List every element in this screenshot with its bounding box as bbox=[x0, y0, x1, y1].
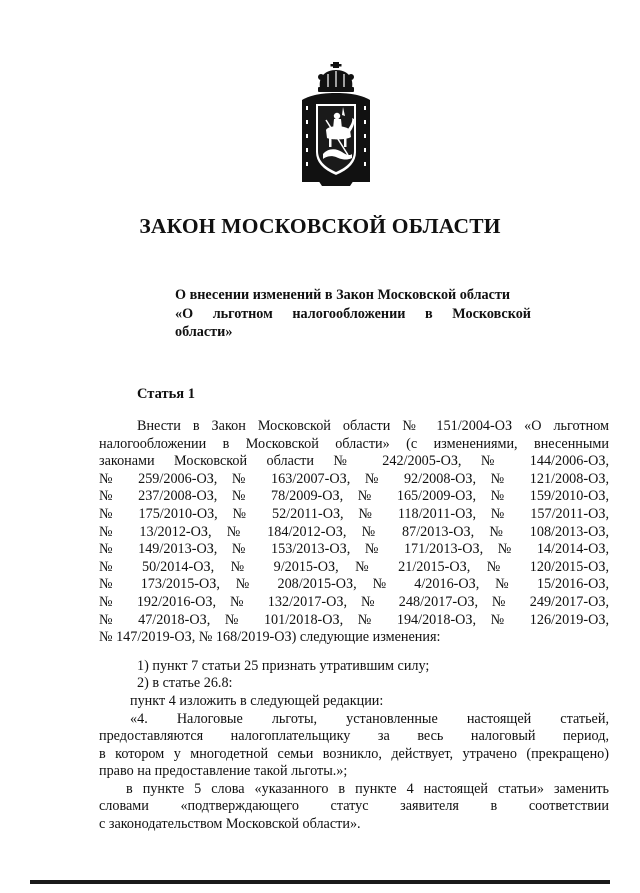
law-subject bbox=[175, 286, 531, 342]
quote-line: предоставляются налогоплательщику за весь налоговый период, bbox=[99, 728, 609, 745]
final-line: в пункте 5 слова «указанного в пункте 4 настоящей статьи» заменить bbox=[126, 780, 609, 797]
paragraph-line: № 50/2014-ОЗ, № 9/2015-ОЗ, № 21/2015-ОЗ, № 120/2015-ОЗ, bbox=[99, 558, 609, 575]
scan-bottom-edge bbox=[30, 880, 610, 884]
paragraph-line: № 47/2018-ОЗ, № 101/2018-ОЗ, № 194/2018-ОЗ, № 126/2019-ОЗ, bbox=[99, 611, 609, 628]
quote-line: право на предоставление такой льготы.»; bbox=[99, 763, 348, 780]
subject-line: «О льготном налогообложении в Московской bbox=[175, 305, 531, 322]
subject-line: О внесении изменений в Закон Московской области bbox=[175, 287, 511, 303]
spacer bbox=[99, 647, 609, 658]
paragraph-line: № 147/2019-ОЗ, № 168/2019-ОЗ) следующие изменения: bbox=[99, 629, 441, 646]
paragraph-line: № 259/2006-ОЗ, № 163/2007-ОЗ, № 92/2008-ОЗ, № 121/2008-ОЗ, bbox=[99, 470, 609, 487]
law-title: ЗАКОН МОСКОВСКОЙ ОБЛАСТИ bbox=[139, 214, 501, 238]
article-body bbox=[99, 418, 609, 834]
paragraph-line: № 13/2012-ОЗ, № 184/2012-ОЗ, № 87/2013-ОЗ, № 108/2013-ОЗ, bbox=[99, 523, 609, 540]
quote-line: в котором у многодетной семьи возникло, действует, утрачено (прекращено) bbox=[99, 745, 609, 762]
quote-line: «4. Налоговые льготы, установленные настоящей статьей, bbox=[130, 710, 609, 727]
paragraph-line: № 149/2013-ОЗ, № 153/2013-ОЗ, № 171/2013-ОЗ, № 14/2014-ОЗ, bbox=[99, 541, 609, 558]
list-item-2: 2) в статье 26.8: bbox=[137, 675, 233, 692]
paragraph-line: № 173/2015-ОЗ, № 208/2015-ОЗ, № 4/2016-ОЗ, № 15/2016-ОЗ, bbox=[99, 576, 609, 593]
article-heading: Статья 1 bbox=[137, 386, 195, 402]
paragraph-line: Внести в Закон Московской области № 151/2004-ОЗ «О льготном bbox=[137, 418, 609, 434]
paragraph-line: законами Московской области № 242/2005-ОЗ, № 144/2006-ОЗ, bbox=[99, 453, 609, 470]
paragraph-line: № 175/2010-ОЗ, № 52/2011-ОЗ, № 118/2011-ОЗ, № 157/2011-ОЗ, bbox=[99, 505, 609, 522]
paragraph-line: налогообложении в Московской области» (с изменениями, внесенными bbox=[99, 435, 609, 452]
list-item-2-sub: пункт 4 изложить в следующей редакции: bbox=[130, 692, 384, 709]
list-item-1: 1) пункт 7 статьи 25 признать утратившим силу; bbox=[137, 657, 430, 674]
final-line: с законодательством Московской области». bbox=[99, 816, 361, 833]
moscow-region-coat-of-arms-emblem bbox=[290, 62, 382, 190]
subject-line: области» bbox=[175, 324, 233, 340]
paragraph-line: № 192/2016-ОЗ, № 132/2017-ОЗ, № 248/2017-ОЗ, № 249/2017-ОЗ, bbox=[99, 593, 609, 610]
paragraph-line: № 237/2008-ОЗ, № 78/2009-ОЗ, № 165/2009-ОЗ, № 159/2010-ОЗ, bbox=[99, 488, 609, 505]
final-line: словами «подтверждающего статус заявителя в соответствии bbox=[99, 798, 609, 815]
